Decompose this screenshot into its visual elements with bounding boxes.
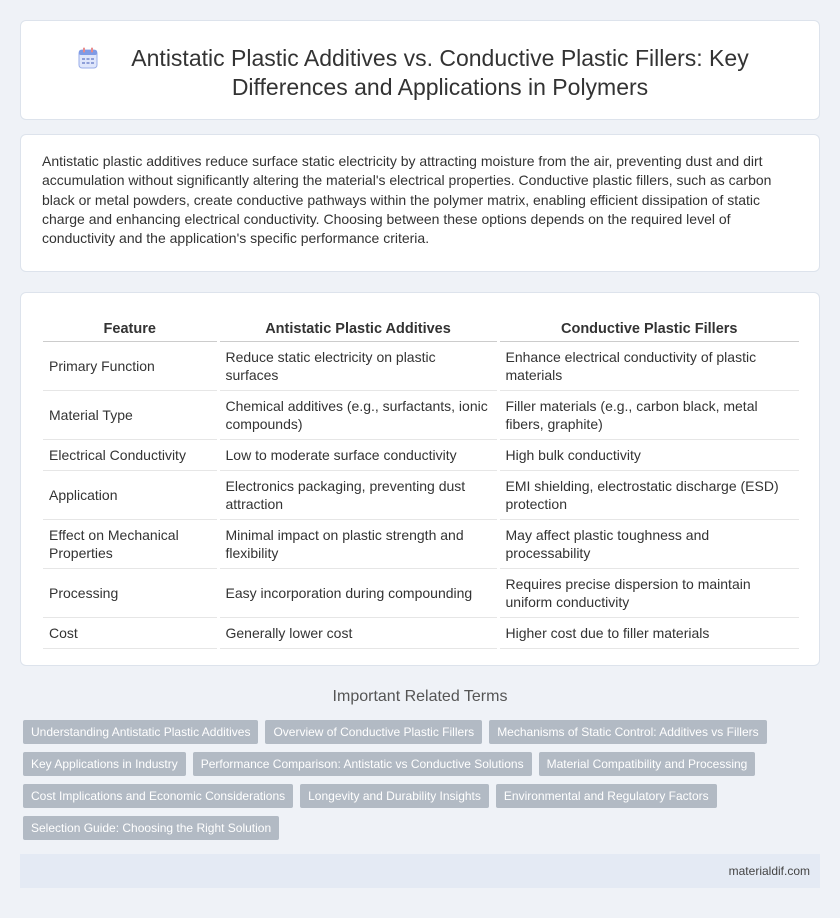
table-cell: Material Type [43, 390, 218, 439]
table-cell: High bulk conductivity [498, 439, 799, 470]
column-header: Antistatic Plastic Additives [218, 316, 498, 341]
tag-row [23, 784, 803, 816]
table-row [43, 390, 799, 439]
related-term-link[interactable]: Longevity and Durability Insights [300, 784, 489, 808]
table-cell: Electronics packaging, preventing dust attraction [218, 470, 498, 519]
tag-row [23, 816, 803, 848]
related-term-link[interactable]: Overview of Conductive Plastic Fillers [265, 720, 482, 744]
tag-row [23, 720, 803, 752]
comparison-table [43, 316, 799, 649]
table-cell: Processing [43, 568, 218, 617]
related-term-link[interactable]: Cost Implications and Economic Considerations [23, 784, 293, 808]
table-cell: Reduce static electricity on plastic surfaces [218, 341, 498, 390]
related-term-link[interactable]: Key Applications in Industry [23, 752, 186, 776]
table-cell: Higher cost due to filler materials [498, 617, 799, 648]
related-term-link[interactable]: Material Compatibility and Processing [539, 752, 756, 776]
footer [20, 854, 820, 888]
table-row [43, 470, 799, 519]
intro-card [20, 134, 820, 272]
table-cell: Primary Function [43, 341, 218, 390]
table-cell: Easy incorporation during compounding [218, 568, 498, 617]
comparison-card [20, 292, 820, 666]
table-row [43, 341, 799, 390]
page-title: Antistatic Plastic Additives vs. Conductive Plastic Fillers: Key Differences and Applications in Polymers [131, 45, 749, 100]
table-cell: Cost [43, 617, 218, 648]
calendar-icon [78, 47, 98, 69]
table-cell: Chemical additives (e.g., surfactants, ionic compounds) [218, 390, 498, 439]
column-header: Feature [43, 316, 218, 341]
table-cell: EMI shielding, electrostatic discharge (ESD) protection [498, 470, 799, 519]
table-cell: Minimal impact on plastic strength and flexibility [218, 519, 498, 568]
related-term-link[interactable]: Understanding Antistatic Plastic Additives [23, 720, 258, 744]
table-cell: Electrical Conductivity [43, 439, 218, 470]
site-name: materialdif.com [728, 864, 810, 878]
related-term-link[interactable]: Performance Comparison: Antistatic vs Conductive Solutions [193, 752, 532, 776]
table-row [43, 519, 799, 568]
related-term-link[interactable]: Environmental and Regulatory Factors [496, 784, 717, 808]
table-row [43, 439, 799, 470]
table-cell: Generally lower cost [218, 617, 498, 648]
table-cell: Filler materials (e.g., carbon black, metal fibers, graphite) [498, 390, 799, 439]
table-cell: Requires precise dispersion to maintain uniform conductivity [498, 568, 799, 617]
tag-row [23, 752, 803, 784]
related-term-link[interactable]: Mechanisms of Static Control: Additives vs Fillers [489, 720, 766, 744]
table-header-row [43, 316, 799, 341]
table-cell: May affect plastic toughness and processability [498, 519, 799, 568]
column-header: Conductive Plastic Fillers [498, 316, 799, 341]
related-terms-list [23, 720, 803, 848]
intro-paragraph: Antistatic plastic additives reduce surface static electricity by attracting moisture from the air, preventing dust and dirt accumulation without significantly altering the material's electrical properties. Conductive plastic fillers, such as carbon black or metal powders, create conductive pathways within the polymer matrix, enabling efficient dissipation of static charge and enhancing electrical conductivity. Choosing between these options depends on the required level of conductivity and the application's specific performance criteria. [42, 153, 772, 247]
table-row [43, 568, 799, 617]
table-row [43, 617, 799, 648]
table-cell: Low to moderate surface conductivity [218, 439, 498, 470]
table-cell: Enhance electrical conductivity of plastic materials [498, 341, 799, 390]
table-cell: Application [43, 470, 218, 519]
related-term-link[interactable]: Selection Guide: Choosing the Right Solution [23, 816, 279, 840]
related-terms-heading: Important Related Terms [332, 688, 508, 705]
table-cell: Effect on Mechanical Properties [43, 519, 218, 568]
